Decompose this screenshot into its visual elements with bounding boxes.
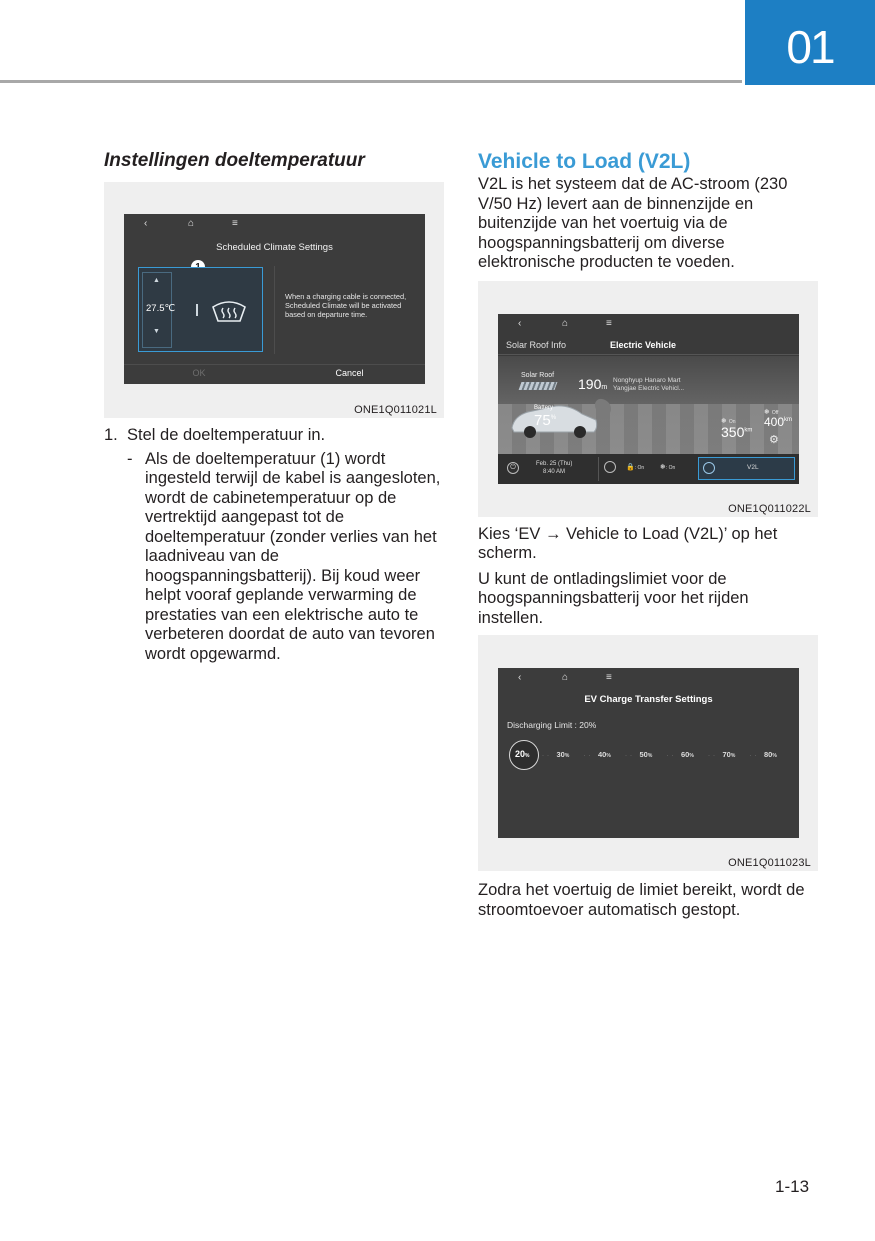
date-line2: 8:40 AM: [543, 468, 566, 475]
range-off-number: 400: [764, 414, 785, 429]
section-heading-v2l: Vehicle to Load (V2L): [478, 150, 691, 173]
back-icon: ‹: [144, 218, 148, 229]
temp-up-icon[interactable]: ▲: [153, 277, 160, 284]
clock-icon[interactable]: [604, 461, 616, 473]
range-off-unit: km: [784, 416, 793, 423]
limit-step-70[interactable]: 70%: [722, 750, 736, 760]
battery-unit: %: [550, 414, 557, 421]
step-dots: ··: [749, 753, 760, 760]
header-rule: [0, 80, 742, 83]
para-select-v2l: Kies ‘EV → Vehicle to Load (V2L)’ op het scherm.: [478, 524, 778, 563]
limit-step-60[interactable]: 60%: [681, 750, 694, 760]
step-number: 1.: [104, 426, 118, 444]
step-dots: ··: [708, 753, 718, 760]
battery-label: Battery: [534, 404, 554, 411]
step-dots: ··: [625, 753, 635, 760]
screen-scheduled-climate: [124, 214, 425, 384]
range-on-number: 350: [721, 423, 745, 440]
lock-status: : On: [634, 464, 645, 471]
figure-ev-charge-transfer: [478, 635, 818, 871]
distance-unit: m: [601, 383, 608, 391]
distance-number: 190: [578, 375, 602, 392]
sub-dash: -: [127, 449, 133, 468]
v2l-label: V2L: [747, 463, 759, 471]
poi-line1: Nonghyup Hanaro Mart: [613, 376, 681, 384]
chapter-number: 01: [786, 20, 834, 73]
limit-step-80[interactable]: 80%: [764, 750, 777, 760]
figure-code: ONE1Q011023L: [728, 857, 811, 870]
divider: [274, 266, 275, 354]
sub-text: Als de doeltemperatuur (1) wordt ingesteld terwijl de kabel is aangesloten, wordt de cabinetemperatuur op de vertrektijd aangepast tot de doeltemperatuur (zonder verlies van het laadniveau van de hoogspanningsbatterij). Bij koud weer helpt vooraf geplande verwarming de prestaties van een elektrische auto te verbeteren doordat de auto van tevoren wordt opgewarmd.: [145, 449, 441, 663]
chapter-tab: [745, 0, 875, 85]
settings-gear-icon[interactable]: ⚙: [769, 433, 779, 446]
home-icon: ⌂: [188, 218, 195, 229]
range-on-unit: km: [744, 426, 753, 433]
menu-icon: ≡: [232, 218, 238, 229]
limit-step-40[interactable]: 40%: [598, 750, 611, 760]
temp-value: 27.5℃: [146, 303, 176, 314]
step-dots: ··: [666, 753, 677, 760]
figure-code: ONE1Q011021L: [354, 404, 437, 416]
menu-icon: ≡: [606, 672, 612, 684]
distance-value: [578, 376, 607, 392]
back-icon: ‹: [518, 672, 522, 684]
discharging-limit-label: Discharging Limit : 20%: [507, 720, 597, 731]
battery-number: 75: [534, 411, 551, 429]
poi-line2: Yangjae Electric Vehicl...: [613, 384, 685, 392]
left-column: [104, 150, 448, 664]
step-dots: ··: [583, 753, 594, 760]
back-icon: ‹: [518, 317, 522, 329]
discharge-limit-slider[interactable]: [508, 740, 790, 770]
fan-on-label: On: [728, 418, 736, 425]
section-heading-target-temperature: Instellingen doeltemperatuur: [104, 150, 365, 171]
steps-list: [104, 426, 448, 664]
fan-on-icon: ❅ On: [721, 417, 736, 425]
power-icon[interactable]: ⏻: [507, 462, 519, 474]
fan-off-label: Off: [771, 409, 779, 416]
limit-step-30[interactable]: 30%: [556, 750, 570, 760]
climate-message: When a charging cable is connected, Scheduled Climate will be activated based on departure time.: [285, 292, 407, 319]
home-icon: ⌂: [562, 317, 569, 329]
tab-underline: [498, 354, 799, 355]
screen-title: EV Charge Transfer Settings: [584, 694, 713, 706]
para-auto-stop: Zodra het voertuig de limiet bereikt, wordt de stroomtoevoer automatisch gestopt.: [478, 881, 805, 919]
para-discharge-limit: U kunt de ontladingslimiet voor de hoogspanningsbatterij voor het rijden instellen.: [478, 569, 749, 627]
step-text: Stel de doeltemperatuur in.: [127, 426, 326, 444]
tab-electric-vehicle[interactable]: Electric Vehicle: [610, 339, 677, 350]
solar-panel-icon: [519, 382, 558, 390]
v2l-intro: V2L is het systeem dat de AC-stroom (230 V/50 Hz) levert aan de binnenzijde en buitenzijde van het voertuig via de hoogspanningsbatterij om diverse elektronische producten te voeden.: [478, 175, 788, 272]
fan-status: : On: [665, 464, 676, 471]
sub-item: [127, 450, 448, 665]
list-item: [104, 426, 448, 446]
limit-step-50[interactable]: 50%: [639, 750, 653, 760]
temp-down-icon[interactable]: ▼: [153, 328, 160, 335]
fan-icon: ❅: On: [660, 463, 676, 471]
screen-topbar: [498, 314, 799, 334]
menu-icon: ≡: [606, 317, 612, 329]
ok-button[interactable]: OK: [192, 368, 206, 378]
battery-value: [534, 412, 556, 429]
range-on: [721, 424, 752, 440]
defrost-icon[interactable]: [210, 294, 248, 324]
date-line1: Feb. 25 (Thu): [536, 460, 573, 467]
figure-scheduled-climate: [104, 182, 444, 418]
v2l-button[interactable]: [698, 457, 795, 480]
screen-topbar: [124, 214, 425, 234]
home-icon: ⌂: [562, 672, 569, 684]
slider-bar: [196, 304, 198, 316]
screen-ev-charge-transfer: [498, 668, 799, 838]
screen-electric-vehicle: [498, 314, 799, 484]
v2l-icon: [703, 462, 715, 474]
limit-step-20[interactable]: 20%: [515, 749, 530, 760]
cancel-button[interactable]: Cancel: [335, 368, 364, 378]
bar-divider: [598, 457, 599, 481]
figure-electric-vehicle: [478, 281, 818, 517]
solar-label: Solar Roof: [521, 371, 555, 379]
screen-topbar: [498, 668, 799, 688]
tab-solar-roof-info[interactable]: Solar Roof Info: [506, 339, 567, 350]
right-column: [478, 150, 818, 920]
figure-code: ONE1Q011022L: [728, 502, 811, 515]
fan-off-icon: ❅ Off: [764, 408, 779, 416]
screen-title: Scheduled Climate Settings: [216, 242, 333, 253]
page-number: 1-13: [775, 1177, 810, 1196]
button-divider: [124, 364, 425, 365]
lock-icon: 🔒: On: [626, 463, 645, 471]
range-off: [764, 415, 792, 429]
step-dots: ··: [542, 753, 552, 760]
